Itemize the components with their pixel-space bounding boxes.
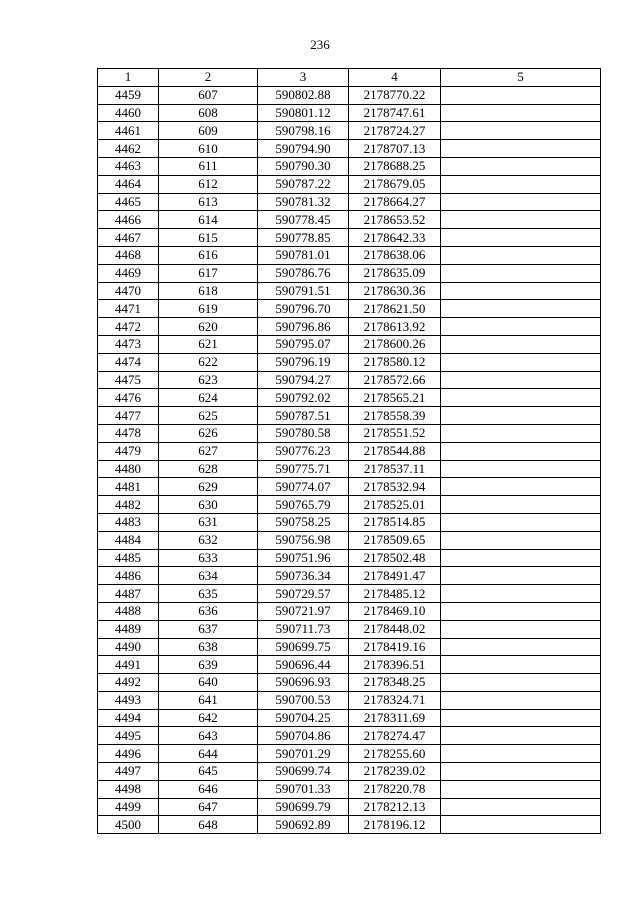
table-cell-col-3: 590701.33 [258,780,349,798]
table-cell-col-1: 4490 [98,638,159,656]
table-cell-col-5 [441,371,601,389]
table-cell-col-1: 4491 [98,656,159,674]
table-cell-col-2: 637 [159,620,258,638]
table-cell-col-3: 590796.86 [258,318,349,336]
table-row [98,567,601,585]
table-cell-col-4: 2178580.12 [349,353,441,371]
table-cell-col-5 [441,353,601,371]
table-cell-col-4: 2178514.85 [349,513,441,531]
table-cell-col-1: 4494 [98,709,159,727]
table-cell-col-2: 607 [159,86,258,104]
table-row [98,798,601,816]
table-cell-col-3: 590736.34 [258,567,349,585]
table-cell-col-1: 4496 [98,745,159,763]
table-row [98,709,601,727]
table-cell-col-1: 4480 [98,460,159,478]
table-cell-col-5 [441,335,601,353]
table-row [98,585,601,603]
table-cell-col-2: 610 [159,140,258,158]
table-cell-col-5 [441,709,601,727]
table-row [98,424,601,442]
table-cell-col-1: 4493 [98,691,159,709]
table-cell-col-1: 4489 [98,620,159,638]
table-cell-col-2: 640 [159,674,258,692]
table-row [98,816,601,834]
table-cell-col-3: 590721.97 [258,602,349,620]
table-cell-col-3: 590787.22 [258,175,349,193]
table-cell-col-3: 590778.45 [258,211,349,229]
table-row [98,175,601,193]
table-cell-col-3: 590796.19 [258,353,349,371]
table-cell-col-4: 2178509.65 [349,531,441,549]
table-cell-col-1: 4485 [98,549,159,567]
table-cell-col-4: 2178537.11 [349,460,441,478]
table-cell-col-5 [441,424,601,442]
table-cell-col-5 [441,157,601,175]
table-cell-col-4: 2178600.26 [349,335,441,353]
table-cell-col-1: 4487 [98,585,159,603]
table-cell-col-3: 590758.25 [258,513,349,531]
table-row [98,371,601,389]
table-cell-col-2: 616 [159,246,258,264]
table-cell-col-3: 590786.76 [258,264,349,282]
column-header-4: 4 [349,69,441,87]
table-cell-col-1: 4479 [98,442,159,460]
table-cell-col-5 [441,300,601,318]
table-cell-col-4: 2178642.33 [349,229,441,247]
table-cell-col-3: 590794.27 [258,371,349,389]
table-cell-col-5 [441,442,601,460]
table-cell-col-4: 2178348.25 [349,674,441,692]
table-cell-col-4: 2178679.05 [349,175,441,193]
table-cell-col-1: 4481 [98,478,159,496]
table-row [98,86,601,104]
table-cell-col-4: 2178565.21 [349,389,441,407]
table-cell-col-2: 643 [159,727,258,745]
table-cell-col-1: 4476 [98,389,159,407]
table-cell-col-5 [441,585,601,603]
table-row [98,407,601,425]
table-row [98,122,601,140]
table-cell-col-5 [441,727,601,745]
table-cell-col-3: 590787.51 [258,407,349,425]
table-row [98,620,601,638]
table-cell-col-4: 2178239.02 [349,763,441,781]
table-row [98,745,601,763]
table-cell-col-4: 2178747.61 [349,104,441,122]
table-row [98,638,601,656]
table-cell-col-1: 4498 [98,780,159,798]
table-cell-col-2: 628 [159,460,258,478]
table-cell-col-5 [441,531,601,549]
table-cell-col-3: 590775.71 [258,460,349,478]
table-cell-col-2: 629 [159,478,258,496]
table-cell-col-3: 590798.16 [258,122,349,140]
table-cell-col-3: 590795.07 [258,335,349,353]
table-cell-col-2: 645 [159,763,258,781]
table-cell-col-2: 612 [159,175,258,193]
table-cell-col-2: 636 [159,602,258,620]
table-row [98,460,601,478]
table-cell-col-3: 590692.89 [258,816,349,834]
table-cell-col-3: 590780.58 [258,424,349,442]
table-cell-col-2: 617 [159,264,258,282]
table-cell-col-1: 4472 [98,318,159,336]
table-row [98,780,601,798]
table-cell-col-4: 2178324.71 [349,691,441,709]
table-cell-col-1: 4470 [98,282,159,300]
table-cell-col-2: 632 [159,531,258,549]
table-cell-col-5 [441,211,601,229]
column-header-5: 5 [441,69,601,87]
table-cell-col-2: 639 [159,656,258,674]
table-cell-col-4: 2178469.10 [349,602,441,620]
table-cell-col-5 [441,122,601,140]
table-cell-col-5 [441,140,601,158]
table-cell-col-2: 608 [159,104,258,122]
table-row [98,656,601,674]
table-row [98,353,601,371]
table-cell-col-5 [441,656,601,674]
table-cell-col-2: 620 [159,318,258,336]
table-cell-col-2: 626 [159,424,258,442]
table-cell-col-5 [441,478,601,496]
table-cell-col-4: 2178544.88 [349,442,441,460]
table-cell-col-5 [441,798,601,816]
table-cell-col-2: 648 [159,816,258,834]
table-cell-col-3: 590704.25 [258,709,349,727]
table-row [98,282,601,300]
page-number: 236 [310,37,330,52]
table-body [98,86,601,833]
table-cell-col-1: 4482 [98,496,159,514]
table-cell-col-1: 4473 [98,335,159,353]
table-cell-col-4: 2178638.06 [349,246,441,264]
table-cell-col-2: 641 [159,691,258,709]
table-cell-col-2: 630 [159,496,258,514]
table-cell-col-1: 4484 [98,531,159,549]
table-cell-col-1: 4486 [98,567,159,585]
table-cell-col-3: 590765.79 [258,496,349,514]
table-cell-col-5 [441,229,601,247]
table-cell-col-3: 590751.96 [258,549,349,567]
table-cell-col-4: 2178653.52 [349,211,441,229]
table-cell-col-4: 2178613.92 [349,318,441,336]
table-cell-col-5 [441,513,601,531]
table-cell-col-1: 4467 [98,229,159,247]
table-cell-col-4: 2178491.47 [349,567,441,585]
coordinates-table [97,68,601,834]
table-cell-col-3: 590778.85 [258,229,349,247]
table-cell-col-2: 619 [159,300,258,318]
table-cell-col-2: 638 [159,638,258,656]
table-cell-col-4: 2178688.25 [349,157,441,175]
table-cell-col-5 [441,602,601,620]
table-cell-col-4: 2178274.47 [349,727,441,745]
table-cell-col-3: 590790.30 [258,157,349,175]
table-cell-col-3: 590701.29 [258,745,349,763]
table-cell-col-3: 590696.93 [258,674,349,692]
table-cell-col-3: 590792.02 [258,389,349,407]
table-cell-col-3: 590699.74 [258,763,349,781]
table-cell-col-4: 2178707.13 [349,140,441,158]
table-cell-col-4: 2178525.01 [349,496,441,514]
table-cell-col-4: 2178448.02 [349,620,441,638]
table-row [98,300,601,318]
table-row [98,478,601,496]
table-cell-col-4: 2178664.27 [349,193,441,211]
table-cell-col-2: 613 [159,193,258,211]
table-cell-col-4: 2178419.16 [349,638,441,656]
column-header-3: 3 [258,69,349,87]
table-cell-col-2: 614 [159,211,258,229]
table-cell-col-5 [441,193,601,211]
table-row [98,335,601,353]
table-cell-col-5 [441,691,601,709]
table-row [98,531,601,549]
table-cell-col-4: 2178212.13 [349,798,441,816]
table-cell-col-4: 2178572.66 [349,371,441,389]
table-cell-col-5 [441,638,601,656]
table-cell-col-5 [441,549,601,567]
table-cell-col-5 [441,496,601,514]
table-row [98,549,601,567]
table-cell-col-1: 4462 [98,140,159,158]
table-cell-col-4: 2178220.78 [349,780,441,798]
table-cell-col-3: 590796.70 [258,300,349,318]
table-cell-col-4: 2178635.09 [349,264,441,282]
table-cell-col-4: 2178558.39 [349,407,441,425]
table-cell-col-5 [441,620,601,638]
table-cell-col-5 [441,816,601,834]
table-cell-col-1: 4488 [98,602,159,620]
table-cell-col-5 [441,318,601,336]
table-cell-col-5 [441,763,601,781]
table-cell-col-1: 4464 [98,175,159,193]
table-cell-col-5 [441,407,601,425]
table-cell-col-1: 4495 [98,727,159,745]
table-cell-col-2: 627 [159,442,258,460]
table-cell-col-1: 4477 [98,407,159,425]
table-cell-col-5 [441,780,601,798]
table-cell-col-5 [441,745,601,763]
table-cell-col-4: 2178532.94 [349,478,441,496]
table-cell-col-5 [441,674,601,692]
table-cell-col-1: 4465 [98,193,159,211]
table-cell-col-1: 4483 [98,513,159,531]
table-row [98,318,601,336]
table-cell-col-3: 590801.12 [258,104,349,122]
table-cell-col-3: 590776.23 [258,442,349,460]
table-cell-col-3: 590696.44 [258,656,349,674]
table-row [98,229,601,247]
table-cell-col-2: 622 [159,353,258,371]
table-cell-col-2: 624 [159,389,258,407]
table-cell-col-2: 618 [159,282,258,300]
table-cell-col-5 [441,567,601,585]
table-cell-col-5 [441,389,601,407]
table-cell-col-3: 590699.75 [258,638,349,656]
table-cell-col-5 [441,460,601,478]
table-cell-col-2: 634 [159,567,258,585]
table-row [98,140,601,158]
table-row [98,104,601,122]
table-cell-col-1: 4497 [98,763,159,781]
table-header-row [98,69,601,87]
table-cell-col-5 [441,86,601,104]
table-cell-col-1: 4475 [98,371,159,389]
table-cell-col-4: 2178485.12 [349,585,441,603]
table-cell-col-1: 4492 [98,674,159,692]
table-row [98,513,601,531]
table-cell-col-2: 644 [159,745,258,763]
table-row [98,691,601,709]
table-cell-col-2: 631 [159,513,258,531]
table-cell-col-1: 4461 [98,122,159,140]
table-cell-col-3: 590794.90 [258,140,349,158]
table-cell-col-2: 647 [159,798,258,816]
table-row [98,496,601,514]
table-cell-col-4: 2178396.51 [349,656,441,674]
table-cell-col-1: 4500 [98,816,159,834]
table-cell-col-3: 590774.07 [258,478,349,496]
table-cell-col-2: 615 [159,229,258,247]
table-cell-col-3: 590711.73 [258,620,349,638]
table-cell-col-1: 4499 [98,798,159,816]
table-cell-col-5 [441,264,601,282]
table-cell-col-2: 609 [159,122,258,140]
table-cell-col-3: 590781.01 [258,246,349,264]
table-row [98,602,601,620]
table-cell-col-1: 4460 [98,104,159,122]
table-cell-col-2: 633 [159,549,258,567]
table-cell-col-3: 590791.51 [258,282,349,300]
table-cell-col-2: 611 [159,157,258,175]
table-cell-col-1: 4468 [98,246,159,264]
table-row [98,246,601,264]
table-cell-col-3: 590700.53 [258,691,349,709]
table-cell-col-2: 646 [159,780,258,798]
table-cell-col-3: 590756.98 [258,531,349,549]
table-cell-col-1: 4478 [98,424,159,442]
table-cell-col-1: 4474 [98,353,159,371]
column-header-2: 2 [159,69,258,87]
table-cell-col-1: 4466 [98,211,159,229]
table-cell-col-3: 590781.32 [258,193,349,211]
table-cell-col-4: 2178502.48 [349,549,441,567]
table-cell-col-5 [441,246,601,264]
table-cell-col-3: 590699.79 [258,798,349,816]
table-cell-col-4: 2178724.27 [349,122,441,140]
table-row [98,727,601,745]
table-row [98,674,601,692]
table-cell-col-2: 635 [159,585,258,603]
table-cell-col-3: 590729.57 [258,585,349,603]
table-cell-col-1: 4463 [98,157,159,175]
table-row [98,389,601,407]
table-cell-col-5 [441,104,601,122]
table-cell-col-4: 2178630.36 [349,282,441,300]
table-cell-col-5 [441,175,601,193]
table-cell-col-1: 4471 [98,300,159,318]
table-cell-col-4: 2178255.60 [349,745,441,763]
table-row [98,763,601,781]
table-cell-col-3: 590802.88 [258,86,349,104]
table-cell-col-2: 625 [159,407,258,425]
table-row [98,211,601,229]
table-row [98,157,601,175]
table-row [98,442,601,460]
table-cell-col-2: 623 [159,371,258,389]
table-cell-col-4: 2178551.52 [349,424,441,442]
table-cell-col-4: 2178621.50 [349,300,441,318]
table-row [98,264,601,282]
table-cell-col-4: 2178311.69 [349,709,441,727]
table-row [98,193,601,211]
table-cell-col-2: 642 [159,709,258,727]
table-cell-col-1: 4459 [98,86,159,104]
table-cell-col-1: 4469 [98,264,159,282]
table-cell-col-5 [441,282,601,300]
table-cell-col-3: 590704.86 [258,727,349,745]
table-cell-col-2: 621 [159,335,258,353]
table-cell-col-4: 2178196.12 [349,816,441,834]
column-header-1: 1 [98,69,159,87]
table-cell-col-4: 2178770.22 [349,86,441,104]
